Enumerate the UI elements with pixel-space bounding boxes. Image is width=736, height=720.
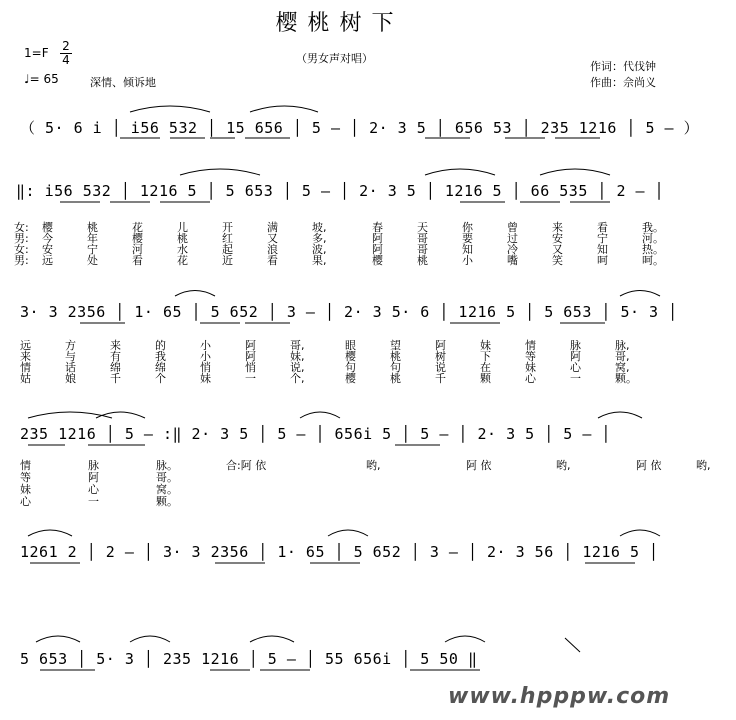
lyric-word: 眼: [345, 339, 356, 352]
lyric-word: 个,: [290, 372, 305, 385]
lyric-line: [14, 244, 687, 255]
lyric-word: 窝。: [156, 483, 178, 496]
lyric-line: [14, 222, 687, 233]
lyric-word: 桃: [390, 372, 401, 385]
lyric-word: 阿: [245, 339, 256, 352]
lyric-word: 情: [20, 361, 31, 374]
lyric-word: 来: [552, 221, 563, 234]
lyric-word: 小: [200, 339, 211, 352]
slur: [28, 530, 72, 536]
lyric-word: 多,: [312, 232, 327, 245]
lyric-word: 天: [417, 221, 428, 234]
lyric-word: 脉,: [615, 339, 630, 352]
tempo: ♩= 65: [24, 72, 59, 86]
lyric-word: 妹: [480, 339, 491, 352]
lyric-word: 哥: [417, 232, 428, 245]
lyric-word: 说: [435, 361, 446, 374]
lyrics-row-5: [20, 684, 410, 697]
lyric-word: 宁: [87, 243, 98, 256]
lyric-word: 妹: [525, 361, 536, 374]
lyric-line: [20, 373, 660, 384]
lyric-word: 你: [462, 221, 473, 234]
lyric-line: [14, 233, 687, 244]
lyric-word: 娘: [65, 372, 76, 385]
lyric-word: 的: [155, 339, 166, 352]
lyric-word: 一: [88, 495, 99, 508]
lyric-word: 窝,: [615, 361, 630, 374]
lyric-word: 呵: [597, 254, 608, 267]
lyric-word: 热。: [642, 243, 664, 256]
lyric-word: 樱: [372, 254, 383, 267]
lyric-word: 话: [65, 361, 76, 374]
slur: [130, 636, 170, 642]
lyric-word: 绵: [155, 361, 166, 374]
lyric-word: 又: [552, 243, 563, 256]
lyric-word: 波,: [312, 243, 327, 256]
lyric-word: 看: [267, 254, 278, 267]
intro-row: （ 5· 6 i │ i56 532 │ 15 656 │ 5 – │ 2· 3 5 │ 656 53 │ 235 1216 │ 5 – ）: [20, 119, 700, 137]
lyric-word: 心: [20, 495, 31, 508]
lyric-word: 一: [245, 372, 256, 385]
slur: [250, 636, 294, 642]
slur: [598, 412, 642, 418]
lyric-word: 知: [597, 243, 608, 256]
melody-row-3: 235 1216 │ 5 – :‖ 2· 3 5 │ 5 – │ 656i 5 │ 5 – │ 2· 3 5 │ 5 – │: [20, 425, 611, 443]
lyric-word: 又: [267, 232, 278, 245]
lyric-word: 樱: [42, 221, 53, 234]
slur: [425, 169, 495, 175]
lyric-line: [20, 472, 736, 484]
melody-row-4: 1261 2 │ 2 – │ 3· 3 2356 │ 1· 65 │ 5 652 │ 3 – │ 2· 3 56 │ 1216 5 │: [20, 543, 659, 561]
lyricist: 作词：代伐钟: [590, 60, 656, 73]
lyrics-block-3: [20, 460, 736, 508]
lyric-word: 脉: [88, 459, 99, 472]
slur: [445, 636, 485, 642]
lyric-word: 阿: [88, 471, 99, 484]
lyric-word: 桃: [417, 254, 428, 267]
lyric-word: 阿: [372, 243, 383, 256]
lyrics-row-4: [20, 582, 609, 595]
lyric-word: 开: [222, 221, 233, 234]
lyric-word: 有: [110, 350, 121, 363]
lyric-word: 樱: [345, 350, 356, 363]
lyric-word: 阿: [245, 350, 256, 363]
lyric-word: 合:阿 依: [226, 459, 267, 472]
lyric-word: 来: [110, 339, 121, 352]
lyric-word: 小: [200, 350, 211, 363]
lyric-word: 今: [42, 232, 53, 245]
lyric-word: 河。: [642, 232, 664, 245]
subtitle: （男女声对唱）: [296, 52, 373, 65]
lyric-word: 脉: [570, 339, 581, 352]
lyric-word: 来: [20, 350, 31, 363]
lyric-word: 绵: [110, 361, 121, 374]
lyric-word: 心: [525, 372, 536, 385]
lyric-word: 情: [20, 459, 31, 472]
lyric-word: 笑: [552, 254, 563, 267]
slur: [300, 412, 340, 418]
lyric-word: 阿: [372, 232, 383, 245]
lyric-word: 曾: [507, 221, 518, 234]
lyric-word: 桃: [87, 221, 98, 234]
lyric-word: 哥。: [156, 471, 178, 484]
lyric-word: 嘴: [507, 254, 518, 267]
lyric-word: 花: [177, 254, 188, 267]
lyric-word: 过: [507, 232, 518, 245]
lyric-word: 男:: [14, 232, 29, 245]
lyric-word: 方: [65, 339, 76, 352]
slur: [180, 169, 260, 175]
lyric-word: 说,: [290, 361, 305, 374]
lyric-word: 下: [480, 350, 491, 363]
lyric-line: [20, 484, 736, 496]
key-signature: 1=F: [24, 46, 49, 60]
lyric-word: 处: [87, 254, 98, 267]
lyric-word: 远: [20, 339, 31, 352]
lyric-word: 女:: [14, 243, 29, 256]
lyric-word: 阿: [435, 339, 446, 352]
lyric-word: 知: [462, 243, 473, 256]
melody-row-5: 5 653 │ 5· 3 │ 235 1216 │ 5 – │ 55 656i │ 5 50 ‖: [20, 650, 478, 668]
lyric-word: 哥: [417, 243, 428, 256]
lyric-word: 小: [462, 254, 473, 267]
lyrics-row-4-alt: [205, 596, 645, 609]
slur: [328, 530, 368, 536]
lyric-word: 满: [267, 221, 278, 234]
lyric-word: 果,: [312, 254, 327, 267]
melody-row-1: ‖: i56 532 │ 1216 5 │ 5 653 │ 5 – │ 2· 3 5 │ 1216 5 │ 66 535 │ 2 – │: [16, 182, 665, 200]
lyric-word: 要: [462, 232, 473, 245]
lyric-word: 看: [597, 221, 608, 234]
lyric-word: 男:: [14, 254, 29, 267]
lyric-word: 在: [480, 361, 491, 374]
lyric-word: 水: [177, 243, 188, 256]
time-sig-bottom: 4: [60, 53, 72, 67]
lyric-word: 樱: [345, 372, 356, 385]
slur: [620, 530, 660, 536]
time-sig-top: 2: [62, 39, 70, 53]
lyric-word: 阿 依: [636, 459, 662, 472]
lyric-word: 一: [570, 372, 581, 385]
lyric-line: [20, 460, 736, 472]
lyric-word: 樱: [132, 232, 143, 245]
lyric-word: 颗。: [156, 495, 178, 508]
lyric-word: 近: [222, 254, 233, 267]
lyric-word: 颗。: [615, 372, 637, 385]
slur: [28, 412, 112, 418]
lyric-word: 浪: [267, 243, 278, 256]
lyric-word: 宁: [597, 232, 608, 245]
slur: [620, 291, 660, 297]
lyric-word: 安: [552, 232, 563, 245]
lyric-word: 个: [155, 372, 166, 385]
page-title: 樱桃树下: [275, 11, 404, 36]
slur: [540, 169, 610, 175]
lyric-word: 哟,: [696, 459, 711, 472]
lyric-word: 河: [132, 243, 143, 256]
lyric-word: 与: [65, 350, 76, 363]
lyric-word: 句: [345, 361, 356, 374]
lyric-word: 心: [570, 361, 581, 374]
watermark-logo: www.hpppw.com: [448, 684, 671, 709]
lyric-word: 哥,: [290, 339, 305, 352]
lyric-word: 阿: [570, 350, 581, 363]
lyric-line: [14, 255, 687, 266]
lyric-word: 千: [110, 372, 121, 385]
lyric-word: 脉。: [156, 459, 178, 472]
lyric-word: 句: [390, 361, 401, 374]
lyric-word: 我。: [642, 221, 664, 234]
lyric-word: 呵。: [642, 254, 664, 267]
lyric-word: 冷: [507, 243, 518, 256]
melody-row-2: 3· 3 2356 │ 1· 65 │ 5 652 │ 3 – │ 2· 3 5· 6 │ 1216 5 │ 5 653 │ 5· 3 │: [20, 303, 678, 321]
lyric-word: 姑: [20, 372, 31, 385]
slur: [36, 636, 80, 642]
slur: [250, 106, 318, 112]
lyric-word: 儿: [177, 221, 188, 234]
time-signature: [60, 40, 72, 67]
slur: [175, 291, 215, 297]
lyric-word: 远: [42, 254, 53, 267]
lyric-word: 望: [390, 339, 401, 352]
slur: [96, 412, 145, 418]
lyric-word: 桃: [390, 350, 401, 363]
lyric-word: 心: [88, 483, 99, 496]
lyric-word: 哟,: [366, 459, 381, 472]
lyric-word: 树: [435, 350, 446, 363]
lyric-word: 等: [525, 350, 536, 363]
lyric-word: 等: [20, 471, 31, 484]
lyric-word: 悄: [200, 361, 211, 374]
composer: 作曲：佘尚义: [590, 76, 656, 89]
lyric-word: 年: [87, 232, 98, 245]
lyric-word: 我: [155, 350, 166, 363]
lyric-word: 桃: [177, 232, 188, 245]
lyric-word: 哟,: [556, 459, 571, 472]
lyrics-block-1: [14, 222, 687, 266]
lyric-word: 红: [222, 232, 233, 245]
lyric-line: [20, 496, 736, 508]
lyric-word: 妹,: [290, 350, 305, 363]
slur: [130, 106, 210, 112]
lyric-word: 看: [132, 254, 143, 267]
lyric-word: 妹: [20, 483, 31, 496]
lyric-word: 坡,: [312, 221, 327, 234]
slur: [565, 638, 580, 652]
lyrics-block-2: [20, 340, 660, 384]
lyric-word: 妹: [200, 372, 211, 385]
lyric-word: 千: [435, 372, 446, 385]
lyric-word: 情: [525, 339, 536, 352]
lyric-word: 女:: [14, 221, 29, 234]
expression: 深情、倾诉地: [90, 76, 156, 89]
lyric-word: 花: [132, 221, 143, 234]
lyric-word: 颗: [480, 372, 491, 385]
lyric-word: 安: [42, 243, 53, 256]
lyric-word: 起: [222, 243, 233, 256]
lyric-word: 春: [372, 221, 383, 234]
lyric-word: 悄: [245, 361, 256, 374]
lyric-word: 阿 依: [466, 459, 492, 472]
lyric-word: 哥,: [615, 350, 630, 363]
